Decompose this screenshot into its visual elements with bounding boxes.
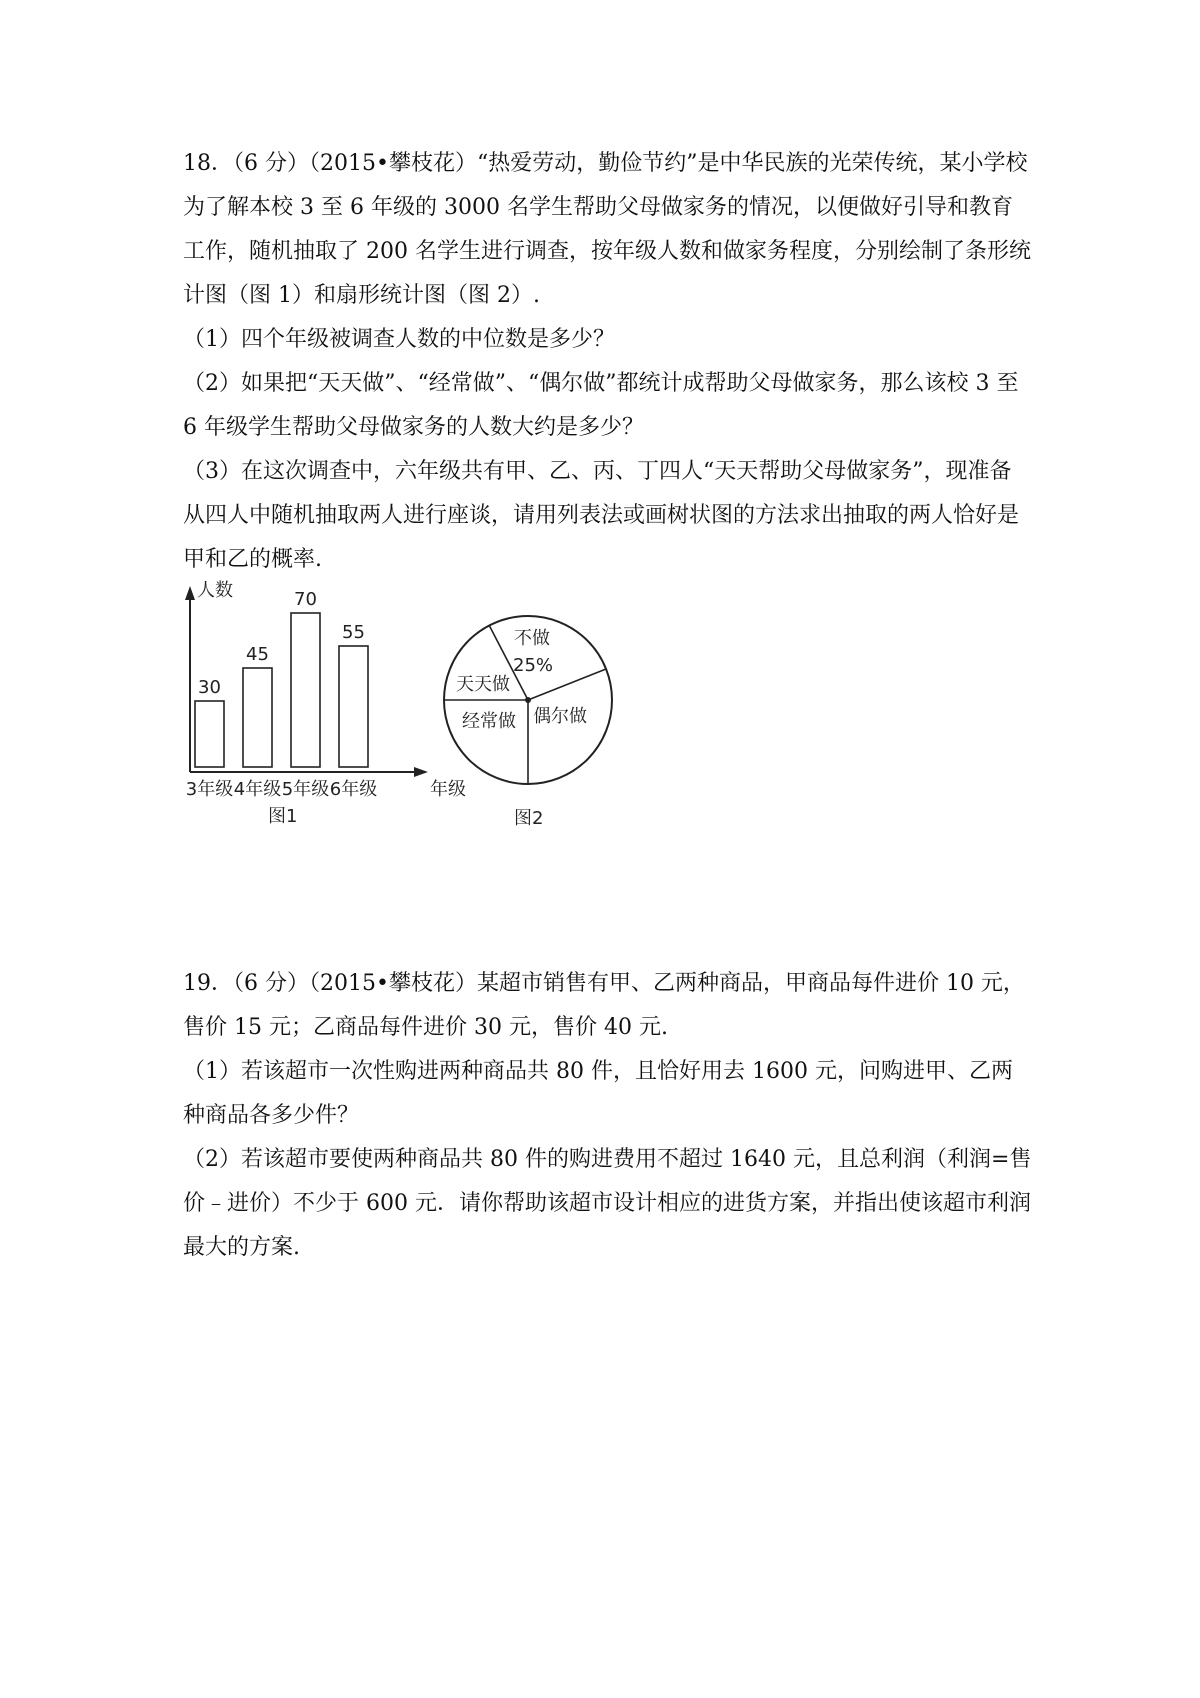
slice-label-jingchangzuo: 经常做 (462, 711, 516, 732)
x-axis-label: 年级 (430, 779, 466, 800)
q18-stem: 18．（6 分）（2015•攀枝花）“热爱劳动，勤俭节约”是中华民族的光荣传统，某小学校为了解本校 3 至 6 年级的 3000 名学生帮助父母做家务的情况，以便做好引导和教育工作，随机抽取了 200 名学生进行调查，按年级人数和做家务程度，分别绘制了条形统计图（图 1）和扇形统计图（图 2）. (183, 151, 1031, 308)
bar-value-label-3: 70 (294, 589, 317, 610)
slice-label-ouerzuo: 偶尔做 (533, 706, 587, 727)
q19-part1: （1）若该超市一次性购进两种商品共 80 件，且恰好用去 1600 元，问购进甲、乙两种商品各多少件？ (183, 1059, 1013, 1128)
q18-part3: （3）在这次调查中，六年级共有甲、乙、丙、丁四人“天天帮助父母做家务”，现准备从四人中随机抽取两人进行座谈，请用列表法或画树状图的方法求出抽取的两人恰好是甲和乙的概率. (183, 459, 1020, 572)
slice-label-buzuo-pct: 25% (513, 655, 554, 676)
q19-stem: 19．（6 分）（2015•攀枝花）某超市销售有甲、乙两种商品，甲商品每件进价 10 元，售价 15 元；乙商品每件进价 30 元，售价 40 元. (183, 971, 1025, 1040)
slice-label-tiantianzuo: 天天做 (456, 674, 510, 695)
category-label-4: 6年级 (329, 779, 378, 800)
figure1-caption: 图1 (268, 806, 298, 827)
q19-part2: （2）若该超市要使两种商品共 80 件的购进费用不超过 1640 元，且总利润（利润=售价﹣进价）不少于 600 元．请你帮助该超市设计相应的进货方案，并指出使该超市利润最大的方案. (183, 1147, 1032, 1260)
slice-label-buzuo: 不做 (514, 628, 550, 649)
y-axis-label: 人数 (197, 580, 233, 601)
q18-part2: （2）如果把“天天做”、“经常做”、“偶尔做”都统计成帮助父母做家务，那么该校 3 至 6 年级学生帮助父母做家务的人数大约是多少？ (183, 371, 1019, 440)
pie-center (525, 697, 531, 703)
bar-value-label-1: 30 (198, 677, 221, 698)
figure2-caption: 图2 (514, 808, 544, 829)
category-label-1: 3年级 (185, 779, 234, 800)
bar-value-label-2: 45 (246, 644, 269, 665)
category-label-3: 5年级 (281, 779, 330, 800)
bar-value-label-4: 55 (342, 622, 365, 643)
category-label-2: 4年级 (233, 779, 282, 800)
q18-part1: （1）四个年级被调查人数的中位数是多少？ (183, 327, 615, 352)
